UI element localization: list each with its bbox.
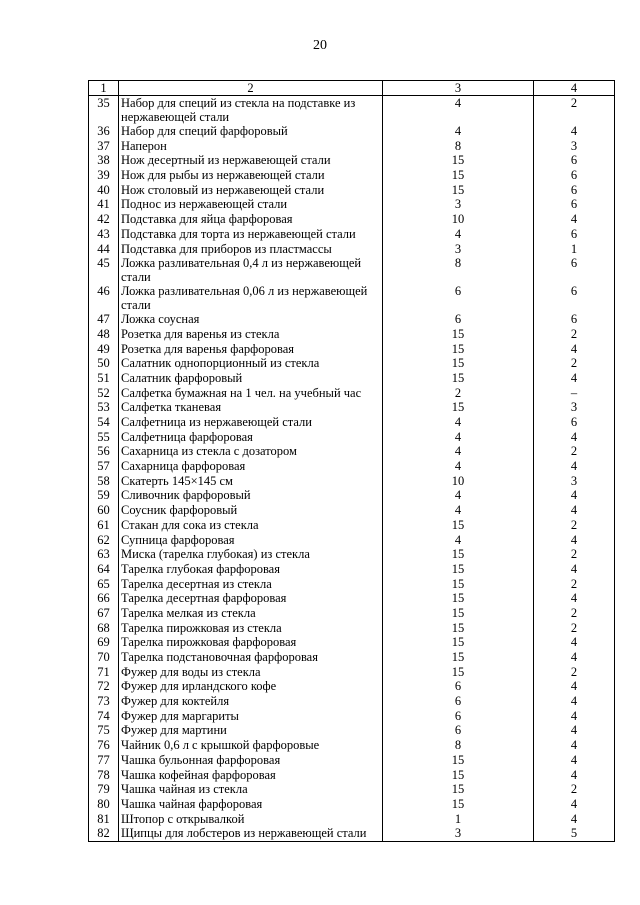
table-row bbox=[89, 459, 615, 474]
item-name: Фужер для воды из стекла bbox=[119, 665, 383, 680]
quantity-col-3: 6 bbox=[383, 723, 534, 738]
quantity-col-4: 6 bbox=[534, 312, 615, 327]
item-name: Чайник 0,6 л с крышкой фарфоровые bbox=[119, 738, 383, 753]
quantity-col-4: 4 bbox=[534, 533, 615, 548]
quantity-col-3: 15 bbox=[383, 518, 534, 533]
table-row bbox=[89, 284, 615, 312]
quantity-col-4: 5 bbox=[534, 826, 615, 841]
table-row bbox=[89, 227, 615, 242]
row-number: 72 bbox=[89, 679, 119, 694]
table-row bbox=[89, 606, 615, 621]
row-number: 55 bbox=[89, 430, 119, 445]
quantity-col-3: 15 bbox=[383, 591, 534, 606]
quantity-col-3: 15 bbox=[383, 356, 534, 371]
quantity-col-4: 2 bbox=[534, 665, 615, 680]
table-row bbox=[89, 342, 615, 357]
table-row bbox=[89, 797, 615, 812]
item-name: Подставка для торта из нержавеющей стали bbox=[119, 227, 383, 242]
item-name: Сахарница из стекла с дозатором bbox=[119, 444, 383, 459]
table-row bbox=[89, 488, 615, 503]
quantity-col-4: 4 bbox=[534, 488, 615, 503]
item-name: Нож для рыбы из нержавеющей стали bbox=[119, 168, 383, 183]
quantity-col-3: 4 bbox=[383, 459, 534, 474]
row-number: 42 bbox=[89, 212, 119, 227]
quantity-col-4: 4 bbox=[534, 812, 615, 827]
row-number: 82 bbox=[89, 826, 119, 841]
quantity-col-4: 2 bbox=[534, 577, 615, 592]
quantity-col-4: 6 bbox=[534, 183, 615, 198]
quantity-col-3: 15 bbox=[383, 797, 534, 812]
quantity-col-3: 4 bbox=[383, 533, 534, 548]
quantity-col-3: 10 bbox=[383, 474, 534, 489]
table-row bbox=[89, 371, 615, 386]
item-name: Тарелка десертная из стекла bbox=[119, 577, 383, 592]
quantity-col-3: 15 bbox=[383, 621, 534, 636]
row-number: 52 bbox=[89, 386, 119, 401]
quantity-col-3: 4 bbox=[383, 444, 534, 459]
item-name: Салфетка бумажная на 1 чел. на учебный час bbox=[119, 386, 383, 401]
table-row bbox=[89, 753, 615, 768]
quantity-col-4: 6 bbox=[534, 284, 615, 312]
item-name: Тарелка пирожковая фарфоровая bbox=[119, 635, 383, 650]
row-number: 35 bbox=[89, 96, 119, 125]
quantity-col-4: 3 bbox=[534, 474, 615, 489]
table-row bbox=[89, 518, 615, 533]
quantity-col-3: 4 bbox=[383, 488, 534, 503]
item-name: Фужер для маргариты bbox=[119, 709, 383, 724]
table-row bbox=[89, 709, 615, 724]
quantity-col-4: 4 bbox=[534, 124, 615, 139]
quantity-col-3: 15 bbox=[383, 650, 534, 665]
row-number: 64 bbox=[89, 562, 119, 577]
quantity-col-3: 15 bbox=[383, 153, 534, 168]
row-number: 63 bbox=[89, 547, 119, 562]
quantity-col-3: 8 bbox=[383, 139, 534, 154]
quantity-col-3: 15 bbox=[383, 327, 534, 342]
quantity-col-4: 4 bbox=[534, 342, 615, 357]
table-row bbox=[89, 153, 615, 168]
quantity-col-4: 2 bbox=[534, 444, 615, 459]
table-row bbox=[89, 168, 615, 183]
item-name: Салфетница фарфоровая bbox=[119, 430, 383, 445]
quantity-col-3: 15 bbox=[383, 577, 534, 592]
item-name: Наперон bbox=[119, 139, 383, 154]
item-name: Миска (тарелка глубокая) из стекла bbox=[119, 547, 383, 562]
item-name: Тарелка глубокая фарфоровая bbox=[119, 562, 383, 577]
quantity-col-3: 15 bbox=[383, 168, 534, 183]
table-row bbox=[89, 96, 615, 125]
row-number: 51 bbox=[89, 371, 119, 386]
quantity-col-4: 4 bbox=[534, 650, 615, 665]
quantity-col-4: 2 bbox=[534, 782, 615, 797]
item-name: Щипцы для лобстеров из нержавеющей стали bbox=[119, 826, 383, 841]
page-number: 20 bbox=[313, 38, 327, 53]
table-row bbox=[89, 327, 615, 342]
table-row bbox=[89, 533, 615, 548]
header-col-2: 2 bbox=[119, 81, 383, 96]
quantity-col-4: 4 bbox=[534, 459, 615, 474]
item-name: Салатник однопорционный из стекла bbox=[119, 356, 383, 371]
quantity-col-4: 4 bbox=[534, 371, 615, 386]
table-row bbox=[89, 738, 615, 753]
row-number: 38 bbox=[89, 153, 119, 168]
row-number: 45 bbox=[89, 256, 119, 284]
row-number: 79 bbox=[89, 782, 119, 797]
item-name: Салатник фарфоровый bbox=[119, 371, 383, 386]
row-number: 44 bbox=[89, 242, 119, 257]
row-number: 68 bbox=[89, 621, 119, 636]
quantity-col-4: 4 bbox=[534, 635, 615, 650]
item-name: Набор для специй фарфоровый bbox=[119, 124, 383, 139]
table-header-row bbox=[89, 81, 615, 96]
table-row bbox=[89, 562, 615, 577]
quantity-col-4: 6 bbox=[534, 256, 615, 284]
item-name: Штопор с открывалкой bbox=[119, 812, 383, 827]
item-name: Тарелка пирожковая из стекла bbox=[119, 621, 383, 636]
quantity-col-4: 4 bbox=[534, 768, 615, 783]
quantity-col-3: 15 bbox=[383, 665, 534, 680]
row-number: 65 bbox=[89, 577, 119, 592]
quantity-col-4: 2 bbox=[534, 96, 615, 125]
item-name: Ложка соусная bbox=[119, 312, 383, 327]
header-col-1: 1 bbox=[89, 81, 119, 96]
table-row bbox=[89, 444, 615, 459]
row-number: 80 bbox=[89, 797, 119, 812]
quantity-col-3: 6 bbox=[383, 694, 534, 709]
quantity-col-4: 2 bbox=[534, 606, 615, 621]
quantity-col-3: 15 bbox=[383, 547, 534, 562]
row-number: 46 bbox=[89, 284, 119, 312]
row-number: 56 bbox=[89, 444, 119, 459]
row-number: 59 bbox=[89, 488, 119, 503]
row-number: 70 bbox=[89, 650, 119, 665]
table-row bbox=[89, 356, 615, 371]
row-number: 66 bbox=[89, 591, 119, 606]
item-name: Фужер для мартини bbox=[119, 723, 383, 738]
item-name: Соусник фарфоровый bbox=[119, 503, 383, 518]
row-number: 67 bbox=[89, 606, 119, 621]
quantity-col-3: 10 bbox=[383, 212, 534, 227]
table-row bbox=[89, 577, 615, 592]
table-row bbox=[89, 400, 615, 415]
row-number: 54 bbox=[89, 415, 119, 430]
quantity-col-4: 4 bbox=[534, 723, 615, 738]
row-number: 40 bbox=[89, 183, 119, 198]
row-number: 53 bbox=[89, 400, 119, 415]
item-name: Сливочник фарфоровый bbox=[119, 488, 383, 503]
item-name: Тарелка мелкая из стекла bbox=[119, 606, 383, 621]
item-name: Поднос из нержавеющей стали bbox=[119, 197, 383, 212]
row-number: 81 bbox=[89, 812, 119, 827]
table-row bbox=[89, 242, 615, 257]
quantity-col-3: 4 bbox=[383, 227, 534, 242]
quantity-col-4: 4 bbox=[534, 738, 615, 753]
quantity-col-3: 6 bbox=[383, 312, 534, 327]
quantity-col-3: 15 bbox=[383, 768, 534, 783]
item-name: Стакан для сока из стекла bbox=[119, 518, 383, 533]
table-row bbox=[89, 212, 615, 227]
quantity-col-3: 6 bbox=[383, 709, 534, 724]
quantity-col-4: 6 bbox=[534, 153, 615, 168]
table-row bbox=[89, 591, 615, 606]
quantity-col-4: 4 bbox=[534, 430, 615, 445]
quantity-col-4: 6 bbox=[534, 197, 615, 212]
item-name: Розетка для варенья из стекла bbox=[119, 327, 383, 342]
row-number: 49 bbox=[89, 342, 119, 357]
row-number: 62 bbox=[89, 533, 119, 548]
quantity-col-3: 8 bbox=[383, 738, 534, 753]
table-row bbox=[89, 650, 615, 665]
item-name: Салфетка тканевая bbox=[119, 400, 383, 415]
row-number: 74 bbox=[89, 709, 119, 724]
quantity-col-4: 4 bbox=[534, 503, 615, 518]
table-row bbox=[89, 768, 615, 783]
header-col-4: 4 bbox=[534, 81, 615, 96]
table-row bbox=[89, 665, 615, 680]
quantity-col-3: 15 bbox=[383, 782, 534, 797]
quantity-col-4: 2 bbox=[534, 621, 615, 636]
quantity-col-3: 15 bbox=[383, 371, 534, 386]
item-name: Нож столовый из нержавеющей стали bbox=[119, 183, 383, 198]
quantity-col-3: 6 bbox=[383, 679, 534, 694]
item-name: Чашка кофейная фарфоровая bbox=[119, 768, 383, 783]
quantity-col-3: 15 bbox=[383, 753, 534, 768]
quantity-col-3: 2 bbox=[383, 386, 534, 401]
table-row bbox=[89, 694, 615, 709]
item-name: Нож десертный из нержавеющей стали bbox=[119, 153, 383, 168]
row-number: 36 bbox=[89, 124, 119, 139]
table-row bbox=[89, 139, 615, 154]
equipment-table bbox=[88, 80, 615, 842]
item-name: Тарелка подстановочная фарфоровая bbox=[119, 650, 383, 665]
quantity-col-3: 15 bbox=[383, 606, 534, 621]
row-number: 50 bbox=[89, 356, 119, 371]
quantity-col-4: 2 bbox=[534, 547, 615, 562]
quantity-col-4: 2 bbox=[534, 327, 615, 342]
quantity-col-3: 4 bbox=[383, 124, 534, 139]
quantity-col-3: 1 bbox=[383, 812, 534, 827]
item-name: Скатерть 145×145 см bbox=[119, 474, 383, 489]
item-name: Сахарница фарфоровая bbox=[119, 459, 383, 474]
item-name: Фужер для ирландского кофе bbox=[119, 679, 383, 694]
item-name: Супница фарфоровая bbox=[119, 533, 383, 548]
row-number: 75 bbox=[89, 723, 119, 738]
item-name: Тарелка десертная фарфоровая bbox=[119, 591, 383, 606]
row-number: 43 bbox=[89, 227, 119, 242]
item-name: Подставка для яйца фарфоровая bbox=[119, 212, 383, 227]
row-number: 73 bbox=[89, 694, 119, 709]
table-row bbox=[89, 782, 615, 797]
row-number: 48 bbox=[89, 327, 119, 342]
quantity-col-4: 4 bbox=[534, 562, 615, 577]
table-row bbox=[89, 474, 615, 489]
item-name: Подставка для приборов из пластмассы bbox=[119, 242, 383, 257]
quantity-col-4: 4 bbox=[534, 753, 615, 768]
quantity-col-3: 15 bbox=[383, 635, 534, 650]
quantity-col-3: 6 bbox=[383, 284, 534, 312]
quantity-col-4: 2 bbox=[534, 518, 615, 533]
table-row bbox=[89, 547, 615, 562]
item-name: Ложка разливательная 0,4 л из нержавеющей стали bbox=[119, 256, 383, 284]
quantity-col-4: 3 bbox=[534, 400, 615, 415]
item-name: Набор для специй из стекла на подставке из нержавеющей стали bbox=[119, 96, 383, 125]
quantity-col-4: 6 bbox=[534, 415, 615, 430]
quantity-col-4: 4 bbox=[534, 694, 615, 709]
row-number: 71 bbox=[89, 665, 119, 680]
quantity-col-3: 15 bbox=[383, 342, 534, 357]
row-number: 61 bbox=[89, 518, 119, 533]
quantity-col-3: 15 bbox=[383, 400, 534, 415]
quantity-col-3: 8 bbox=[383, 256, 534, 284]
quantity-col-4: 4 bbox=[534, 797, 615, 812]
row-number: 47 bbox=[89, 312, 119, 327]
quantity-col-3: 3 bbox=[383, 242, 534, 257]
table-row bbox=[89, 503, 615, 518]
row-number: 57 bbox=[89, 459, 119, 474]
row-number: 41 bbox=[89, 197, 119, 212]
row-number: 58 bbox=[89, 474, 119, 489]
row-number: 69 bbox=[89, 635, 119, 650]
quantity-col-4: – bbox=[534, 386, 615, 401]
quantity-col-3: 3 bbox=[383, 197, 534, 212]
table-row bbox=[89, 256, 615, 284]
table-row bbox=[89, 124, 615, 139]
quantity-col-3: 4 bbox=[383, 503, 534, 518]
table-row bbox=[89, 312, 615, 327]
quantity-col-4: 6 bbox=[534, 227, 615, 242]
row-number: 76 bbox=[89, 738, 119, 753]
item-name: Чашка бульонная фарфоровая bbox=[119, 753, 383, 768]
row-number: 37 bbox=[89, 139, 119, 154]
quantity-col-3: 4 bbox=[383, 415, 534, 430]
table-row bbox=[89, 679, 615, 694]
row-number: 60 bbox=[89, 503, 119, 518]
table-row bbox=[89, 723, 615, 738]
quantity-col-4: 3 bbox=[534, 139, 615, 154]
quantity-col-4: 4 bbox=[534, 679, 615, 694]
item-name: Салфетница из нержавеющей стали bbox=[119, 415, 383, 430]
row-number: 39 bbox=[89, 168, 119, 183]
table-row bbox=[89, 621, 615, 636]
quantity-col-3: 3 bbox=[383, 826, 534, 841]
quantity-col-4: 4 bbox=[534, 591, 615, 606]
quantity-col-3: 4 bbox=[383, 96, 534, 125]
header-col-3: 3 bbox=[383, 81, 534, 96]
item-name: Ложка разливательная 0,06 л из нержавеющей стали bbox=[119, 284, 383, 312]
table-row bbox=[89, 430, 615, 445]
quantity-col-3: 15 bbox=[383, 562, 534, 577]
quantity-col-4: 2 bbox=[534, 356, 615, 371]
table-row bbox=[89, 812, 615, 827]
quantity-col-4: 4 bbox=[534, 212, 615, 227]
item-name: Розетка для варенья фарфоровая bbox=[119, 342, 383, 357]
table-row bbox=[89, 635, 615, 650]
item-name: Чашка чайная фарфоровая bbox=[119, 797, 383, 812]
quantity-col-3: 15 bbox=[383, 183, 534, 198]
quantity-col-4: 1 bbox=[534, 242, 615, 257]
item-name: Чашка чайная из стекла bbox=[119, 782, 383, 797]
table-row bbox=[89, 386, 615, 401]
item-name: Фужер для коктейля bbox=[119, 694, 383, 709]
quantity-col-4: 4 bbox=[534, 709, 615, 724]
row-number: 77 bbox=[89, 753, 119, 768]
table-row bbox=[89, 415, 615, 430]
table-body bbox=[89, 96, 615, 842]
table-row bbox=[89, 197, 615, 212]
row-number: 78 bbox=[89, 768, 119, 783]
table-row bbox=[89, 826, 615, 841]
quantity-col-3: 4 bbox=[383, 430, 534, 445]
quantity-col-4: 6 bbox=[534, 168, 615, 183]
table-row bbox=[89, 183, 615, 198]
